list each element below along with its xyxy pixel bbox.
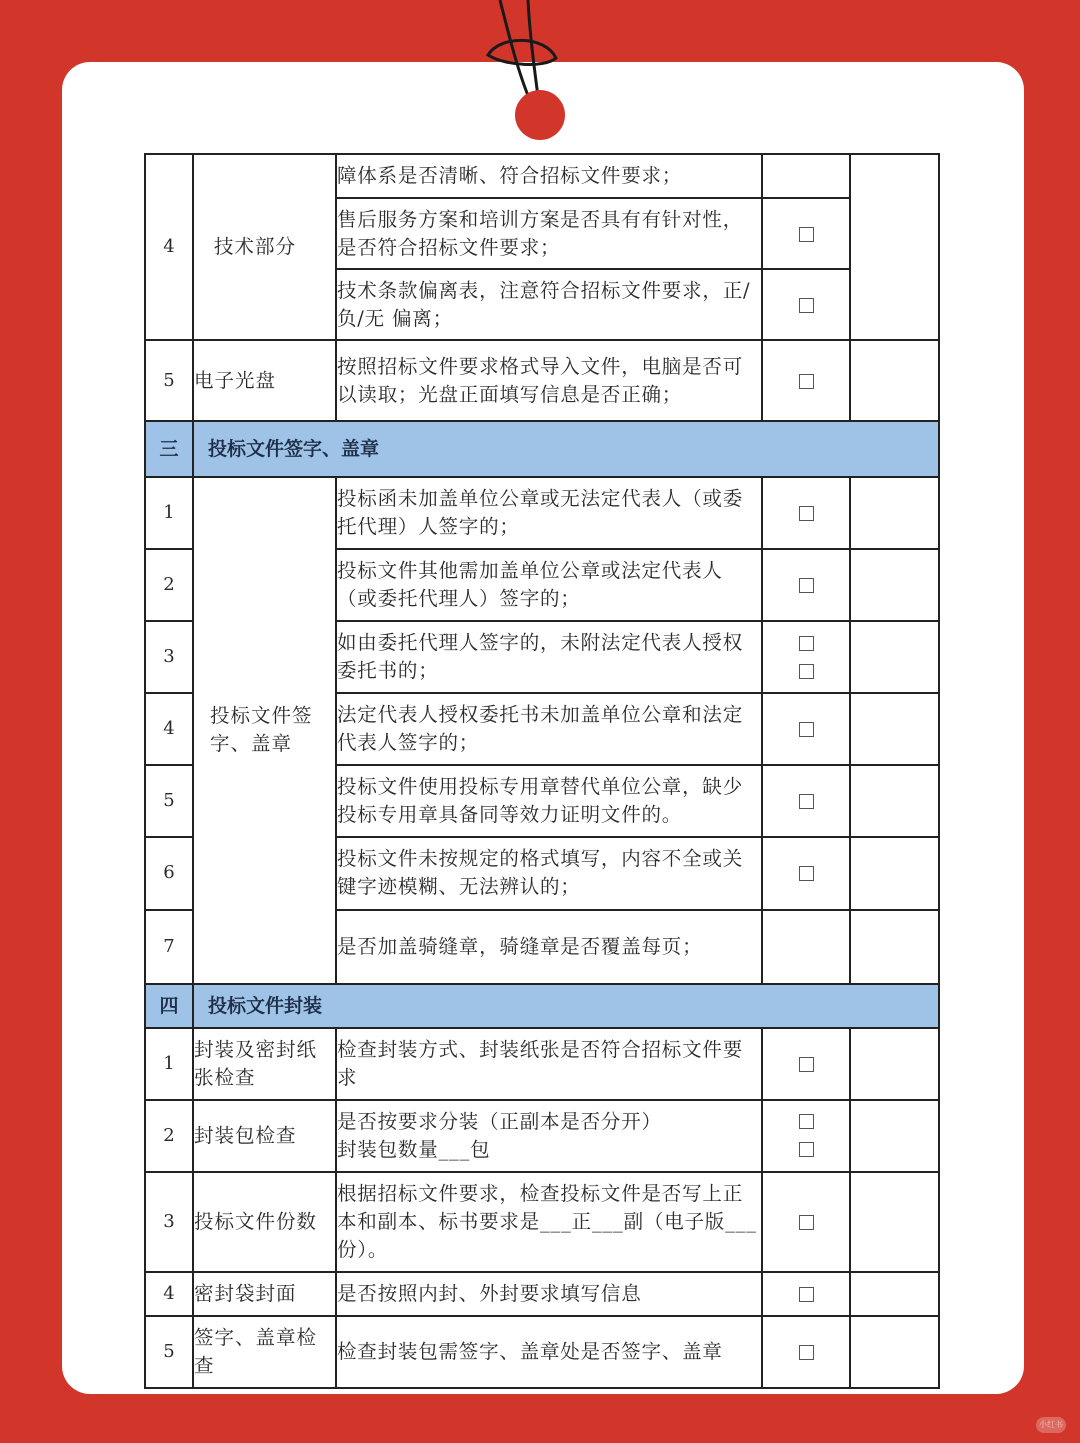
checkbox[interactable] — [799, 722, 814, 737]
checkbox[interactable] — [799, 664, 814, 679]
row-description: 投标文件使用投标专用章替代单位公章，缺少投标专用章具备同等效力证明文件的。 — [336, 765, 762, 837]
check-cell — [762, 1272, 850, 1316]
row-category: 封装包检查 — [193, 1100, 336, 1172]
table-row — [145, 154, 939, 198]
checkbox[interactable] — [799, 1287, 814, 1302]
remark-cell — [850, 910, 939, 984]
section-header — [145, 421, 939, 477]
checkbox[interactable] — [799, 794, 814, 809]
section-header — [145, 984, 939, 1028]
row-number: 5 — [145, 1316, 193, 1388]
row-number: 4 — [145, 154, 193, 340]
check-cell — [762, 693, 850, 765]
row-category: 密封袋封面 — [193, 1272, 336, 1316]
table-row — [145, 1028, 939, 1100]
row-number: 4 — [145, 693, 193, 765]
remark-cell — [850, 693, 939, 765]
row-description: 根据招标文件要求，检查投标文件是否写上正本和副本、标书要求是___正___副（电子版___份）。 — [336, 1172, 762, 1272]
section-number: 四 — [145, 984, 193, 1028]
row-number: 6 — [145, 837, 193, 909]
remark-cell — [850, 1316, 939, 1388]
check-cell — [762, 621, 850, 693]
check-cell — [762, 477, 850, 549]
row-description: 是否加盖骑缝章，骑缝章是否覆盖每页； — [336, 910, 762, 984]
row-description: 是否按照内封、外封要求填写信息 — [336, 1272, 762, 1316]
row-number: 1 — [145, 477, 193, 549]
row-category: 投标文件份数 — [193, 1172, 336, 1272]
row-description: 障体系是否清晰、符合招标文件要求； — [336, 154, 762, 198]
check-cell — [762, 765, 850, 837]
check-cell — [762, 549, 850, 621]
checkbox[interactable] — [799, 866, 814, 881]
row-description: 检查封装包需签字、盖章处是否签字、盖章 — [336, 1316, 762, 1388]
table-row — [145, 477, 939, 549]
check-cell — [762, 1316, 850, 1388]
row-number: 1 — [145, 1028, 193, 1100]
section-number: 三 — [145, 421, 193, 477]
row-description: 如由委托代理人签字的，未附法定代表人授权委托书的； — [336, 621, 762, 693]
row-description: 投标文件其他需加盖单位公章或法定代表人（或委托代理人）签字的； — [336, 549, 762, 621]
row-description: 投标函未加盖单位公章或无法定代表人（或委托代理）人签字的； — [336, 477, 762, 549]
check-cell — [762, 1172, 850, 1272]
row-number: 2 — [145, 549, 193, 621]
check-cell — [762, 198, 850, 269]
check-cell — [762, 837, 850, 909]
section-title: 投标文件封装 — [193, 984, 939, 1028]
row-number: 2 — [145, 1100, 193, 1172]
row-category: 电子光盘 — [193, 340, 336, 421]
row-description: 投标文件未按规定的格式填写，内容不全或关键字迹模糊、无法辨认的； — [336, 837, 762, 909]
table-row — [145, 1100, 939, 1172]
checkbox[interactable] — [799, 374, 814, 389]
tag-hole — [515, 90, 565, 140]
watermark: 小红书 — [1036, 1417, 1066, 1433]
remark-cell — [850, 1172, 939, 1272]
checkbox[interactable] — [799, 578, 814, 593]
row-number: 3 — [145, 621, 193, 693]
desc-line: 是否按要求分装（正副本是否分开） — [337, 1109, 662, 1133]
checkbox[interactable] — [799, 1215, 814, 1230]
remark-cell — [850, 1028, 939, 1100]
row-description — [336, 1100, 762, 1172]
desc-line: 封装包数量___包 — [337, 1137, 491, 1161]
checkbox[interactable] — [799, 1345, 814, 1360]
checkbox[interactable] — [799, 1057, 814, 1072]
check-cell — [762, 1100, 850, 1172]
row-category: 技术部分 — [193, 154, 336, 340]
remark-cell — [850, 340, 939, 421]
check-cell — [762, 340, 850, 421]
remark-cell — [850, 549, 939, 621]
row-category: 投标文件签字、盖章 — [193, 477, 336, 983]
row-number: 5 — [145, 340, 193, 421]
row-number: 4 — [145, 1272, 193, 1316]
checklist-table — [144, 153, 940, 1389]
table-row — [145, 340, 939, 421]
checkbox[interactable] — [799, 636, 814, 651]
check-cell — [762, 910, 850, 984]
row-category: 封装及密封纸张检查 — [193, 1028, 336, 1100]
row-description: 法定代表人授权委托书未加盖单位公章和法定代表人签字的； — [336, 693, 762, 765]
row-number: 7 — [145, 910, 193, 984]
checkbox[interactable] — [799, 1114, 814, 1129]
remark-cell — [850, 1272, 939, 1316]
checkbox[interactable] — [799, 298, 814, 313]
row-description: 技术条款偏离表，注意符合招标文件要求，正/负/无 偏离； — [336, 269, 762, 340]
table-row — [145, 1172, 939, 1272]
section-title: 投标文件签字、盖章 — [193, 421, 939, 477]
checkbox[interactable] — [799, 1142, 814, 1157]
row-category: 签字、盖章检查 — [193, 1316, 336, 1388]
check-cell — [762, 1028, 850, 1100]
row-description: 按照招标文件要求格式导入文件，电脑是否可以读取；光盘正面填写信息是否正确； — [336, 340, 762, 421]
table-row — [145, 1316, 939, 1388]
remark-cell — [850, 837, 939, 909]
remark-cell — [850, 765, 939, 837]
check-cell — [762, 154, 850, 198]
row-description: 检查封装方式、封装纸张是否符合招标文件要求 — [336, 1028, 762, 1100]
row-number: 3 — [145, 1172, 193, 1272]
checkbox[interactable] — [799, 506, 814, 521]
remark-cell — [850, 621, 939, 693]
remark-cell — [850, 1100, 939, 1172]
checkbox[interactable] — [799, 227, 814, 242]
remark-cell — [850, 154, 939, 340]
table-row — [145, 1272, 939, 1316]
row-number: 5 — [145, 765, 193, 837]
remark-cell — [850, 477, 939, 549]
check-cell — [762, 269, 850, 340]
row-description: 售后服务方案和培训方案是否具有有针对性，是否符合招标文件要求； — [336, 198, 762, 269]
